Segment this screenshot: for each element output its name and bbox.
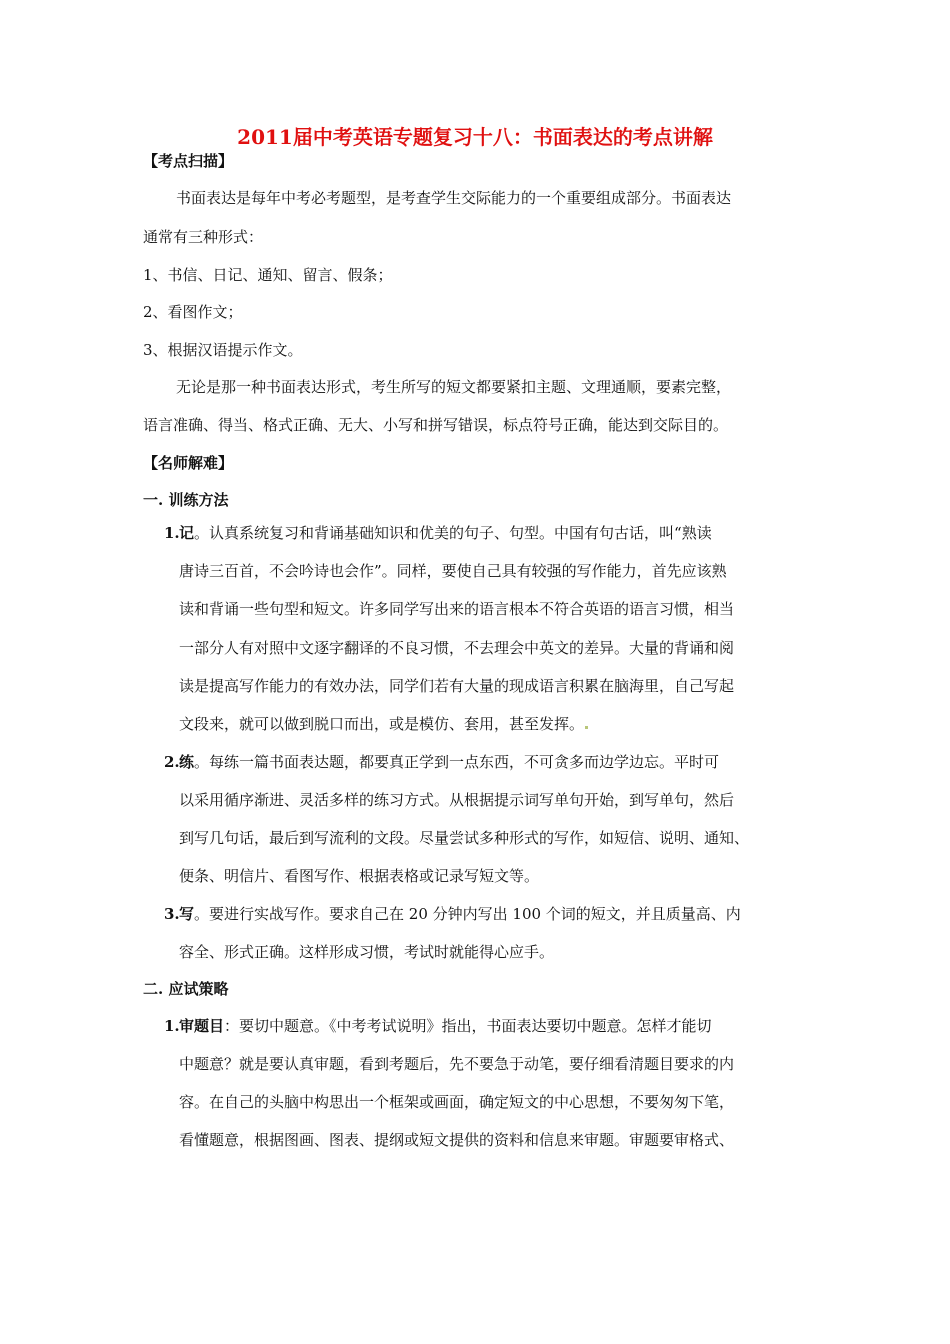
part-heading-strategy: 二. 应试策略	[143, 980, 229, 998]
method-text-line: 容全、形式正确。这样形成习惯，考试时就能得心应手。	[179, 943, 555, 961]
strategy-text-line	[179, 1015, 712, 1037]
strategy-text-line: 容。在自己的头脑中构思出一个框架或画面，确定短文的中心思想，不要匆匆下笔，	[179, 1093, 735, 1111]
strategy-number: 1.	[164, 1017, 180, 1035]
method-keyword: 写	[179, 905, 195, 923]
method-text: 。要进行实战写作。要求自己在 20 分钟内写出 100 个词的短文，并且质量高、内	[194, 905, 741, 923]
strategy-keyword: 审题目	[179, 1017, 225, 1035]
strategy-text-line: 看懂题意，根据图画、图表、提纲或短文提供的资料和信息来审题。审题要审格式、	[179, 1131, 735, 1149]
method-text-line: 读是提高写作能力的有效办法，同学们若有大量的现成语言积累在脑海里，自己写起	[179, 677, 735, 695]
method-keyword: 记	[179, 524, 195, 542]
requirement-text-line: 无论是那一种书面表达形式，考生所写的短文都要紧扣主题、文理通顺，要素完整，	[176, 378, 732, 396]
method-number: 2.	[164, 753, 180, 771]
method-text-line: 到写几句话，最后到写流利的文段。尽量尝试多种形式的写作，如短信、说明、通知、	[179, 829, 750, 847]
method-text: 文段来，就可以做到脱口而出，或是模仿、套用，甚至发挥。	[179, 715, 585, 733]
intro-text-line: 通常有三种形式：	[143, 228, 264, 246]
method-text-line	[179, 903, 741, 925]
strategy-text-line: 中题意？就是要认真审题，看到考题后，先不要急于动笔，要仔细看清题目要求的内	[179, 1055, 735, 1073]
method-text-line	[179, 522, 712, 544]
intro-text-line: 书面表达是每年中考必考题型，是考查学生交际能力的一个重要组成部分。书面表达	[176, 189, 732, 207]
method-text-line	[179, 713, 589, 735]
method-text-line: 读和背诵一些句型和短文。许多同学写出来的语言根本不符合英语的语言习惯，相当	[179, 600, 735, 618]
form-item: 1、书信、日记、通知、留言、假条；	[143, 266, 393, 284]
form-item: 3、根据汉语提示作文。	[143, 341, 303, 359]
method-text-line: 唐诗三百首，不会吟诗也会作”。同样，要使自己具有较强的写作能力，首先应该熟	[179, 562, 727, 580]
method-text: 。认真系统复习和背诵基础知识和优美的句子、句型。中国有句古话，叫“熟读	[194, 524, 712, 542]
document-title: 2011届中考英语专题复习十八：书面表达的考点讲解	[237, 125, 713, 149]
form-item: 2、看图作文；	[143, 303, 243, 321]
section-heading-scan: 【考点扫描】	[143, 152, 234, 170]
method-number: 3.	[164, 905, 180, 923]
requirement-text-line: 语言准确、得当、格式正确、无大、小写和拼写错误，标点符号正确，能达到交际目的。	[143, 416, 729, 434]
method-text-line: 一部分人有对照中文逐字翻译的不良习惯，不去理会中英文的差异。大量的背诵和阅	[179, 639, 735, 657]
method-text-line: 便条、明信片、看图写作、根据表格或记录写短文等。	[179, 867, 540, 885]
part-heading-training: 一. 训练方法	[143, 491, 229, 509]
method-text-line: 以采用循序渐进、灵活多样的练习方式。从根据提示词写单句开始，到写单句，然后	[179, 791, 735, 809]
strategy-text: ：要切中题意。《中考考试说明》指出，书面表达要切中题意。怎样才能切	[224, 1017, 712, 1035]
method-text: 。每练一篇书面表达题，都要真正学到一点东西，不可贪多而边学边忘。平时可	[194, 753, 720, 771]
method-number: 1.	[164, 524, 180, 542]
section-heading-tips: 【名师解难】	[143, 454, 234, 472]
watermark-dot	[585, 726, 588, 729]
method-text-line	[179, 751, 719, 773]
method-keyword: 练	[179, 753, 195, 771]
